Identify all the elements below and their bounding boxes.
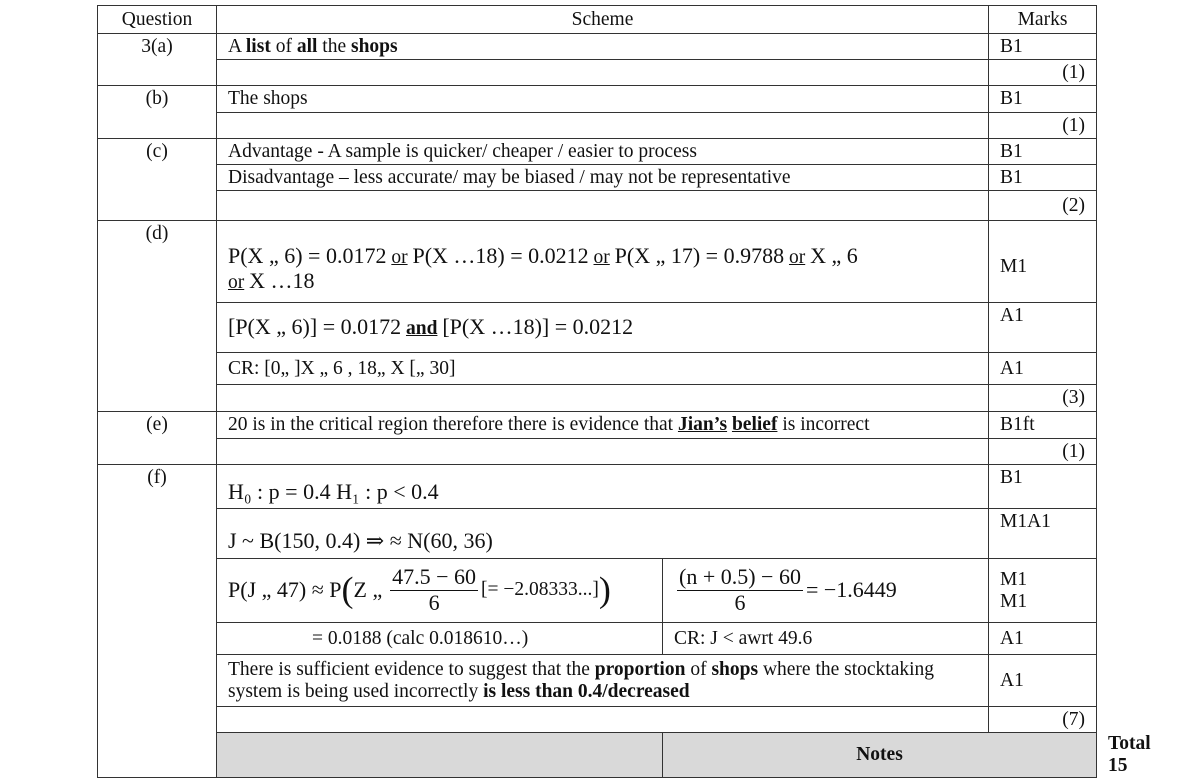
bracket-prob-ge-18: [P(X …18)] = 0.0212	[442, 314, 634, 340]
mark-b: B1	[989, 86, 1097, 113]
row-c-dis	[98, 165, 1097, 191]
row-f-result	[98, 623, 1097, 655]
header-row	[98, 6, 1097, 34]
bracket-prob-le-6: [P(X „ 6)] = 0.0172	[228, 314, 402, 340]
scheme-f-distribution: J ~ B(150, 0.4) ⇒ ≈ N(60, 36)	[217, 509, 989, 559]
scheme-d-a1: [P(X „ 6)] = 0.0172 and [P(X …18)] = 0.0212	[217, 303, 989, 353]
question-label-d: (d)	[98, 221, 217, 412]
row-f-hyp	[98, 465, 1097, 509]
question-label-f: (f)	[98, 465, 217, 778]
question-label-e: (e)	[98, 412, 217, 465]
total-d: (3)	[989, 385, 1097, 412]
mark-e: B1ft	[989, 412, 1097, 439]
footer-row: Notes Total 15	[98, 733, 1097, 778]
mark-d-3: A1	[989, 353, 1097, 385]
notes-heading: Notes	[663, 733, 1097, 778]
row-d-cr	[98, 353, 1097, 385]
row-a	[98, 34, 1097, 60]
scheme-f-prob-left: P(J „ 47) ≈ P(Z „ $\frac{47.5 - 60}{6}$ [= −2.08333...])	[217, 559, 663, 623]
x-le-6: X „ 6	[810, 242, 858, 268]
total-a: (1)	[989, 60, 1097, 86]
total-f: (7)	[989, 707, 1097, 733]
scheme-c-advantage: Advantage - A sample is quicker/ cheaper / easier to process	[217, 139, 989, 165]
mark-d-2: A1	[989, 303, 1097, 353]
scheme-f-result-left: = 0.0188 (calc 0.018610…)	[217, 623, 663, 655]
mark-f-5: A1	[989, 655, 1097, 707]
scheme-header: Scheme	[217, 6, 989, 34]
question-header: Question	[98, 6, 217, 34]
row-f-prob	[98, 559, 1097, 623]
marks-header: Marks	[989, 6, 1097, 34]
scheme-a: A list of all the shops	[217, 34, 989, 60]
scheme-d-critical-region: CR: [0„ ]X „ 6 , 18„ X [„ 30]	[217, 353, 989, 385]
row-a-total	[98, 60, 1097, 86]
total-c: (2)	[989, 191, 1097, 221]
scheme-f-result-right: CR: J < awrt 49.6	[663, 623, 989, 655]
question-label-a: 3(a)	[98, 34, 217, 86]
scheme-e: 20 is in the critical region therefore there is evidence that Jian’s belief is incorrect	[217, 412, 989, 439]
row-f-total	[98, 707, 1097, 733]
mark-a: B1	[989, 34, 1097, 60]
row-e-total	[98, 439, 1097, 465]
row-d-a1	[98, 303, 1097, 353]
total-b: (1)	[989, 113, 1097, 139]
question-label-b: (b)	[98, 86, 217, 139]
row-c-total	[98, 191, 1097, 221]
mark-d-1: M1	[989, 221, 1097, 303]
row-d-total	[98, 385, 1097, 412]
mark-scheme-table	[97, 5, 1151, 778]
scheme-f-prob-right: $\frac{(n + 0.5) - 60}{6}$ = −1.6449	[663, 559, 989, 623]
scheme-b: The shops	[217, 86, 989, 113]
x-ge-18: X …18	[249, 267, 315, 293]
scheme-f-hypotheses: H₀ : p = 0.4 H₁ : p < 0.4	[217, 465, 989, 509]
row-b-total	[98, 113, 1097, 139]
prob-le-17: P(X „ 17) = 0.9788	[614, 242, 785, 268]
scheme-d-m1: P(X „ 6) = 0.0172 or P(X …18) = 0.0212 or P(X „ 17) = 0.9788 or X „ 6 or X …18	[217, 221, 989, 303]
mark-f-2: M1A1	[989, 509, 1097, 559]
mark-c-2: B1	[989, 165, 1097, 191]
row-c-adv	[98, 139, 1097, 165]
row-b	[98, 86, 1097, 113]
row-d-m1	[98, 221, 1097, 303]
scheme-c-disadvantage: Disadvantage – less accurate/ may be biased / may not be representative	[217, 165, 989, 191]
row-f-conclusion	[98, 655, 1097, 707]
mark-f-3: M1 M1	[989, 559, 1097, 623]
mark-c-1: B1	[989, 139, 1097, 165]
prob-le-6: P(X „ 6) = 0.0172	[228, 242, 387, 268]
mark-f-1: B1	[989, 465, 1097, 509]
scheme-f-conclusion: There is sufficient evidence to suggest that the proportion of shops where the stocktaking system is being used incorrectly is less than 0.4/decreased	[217, 655, 989, 707]
row-e	[98, 412, 1097, 439]
prob-ge-18: P(X …18) = 0.0212	[412, 242, 589, 268]
total-e: (1)	[989, 439, 1097, 465]
mark-f-4: A1	[989, 623, 1097, 655]
question-label-c: (c)	[98, 139, 217, 221]
row-f-dist	[98, 509, 1097, 559]
